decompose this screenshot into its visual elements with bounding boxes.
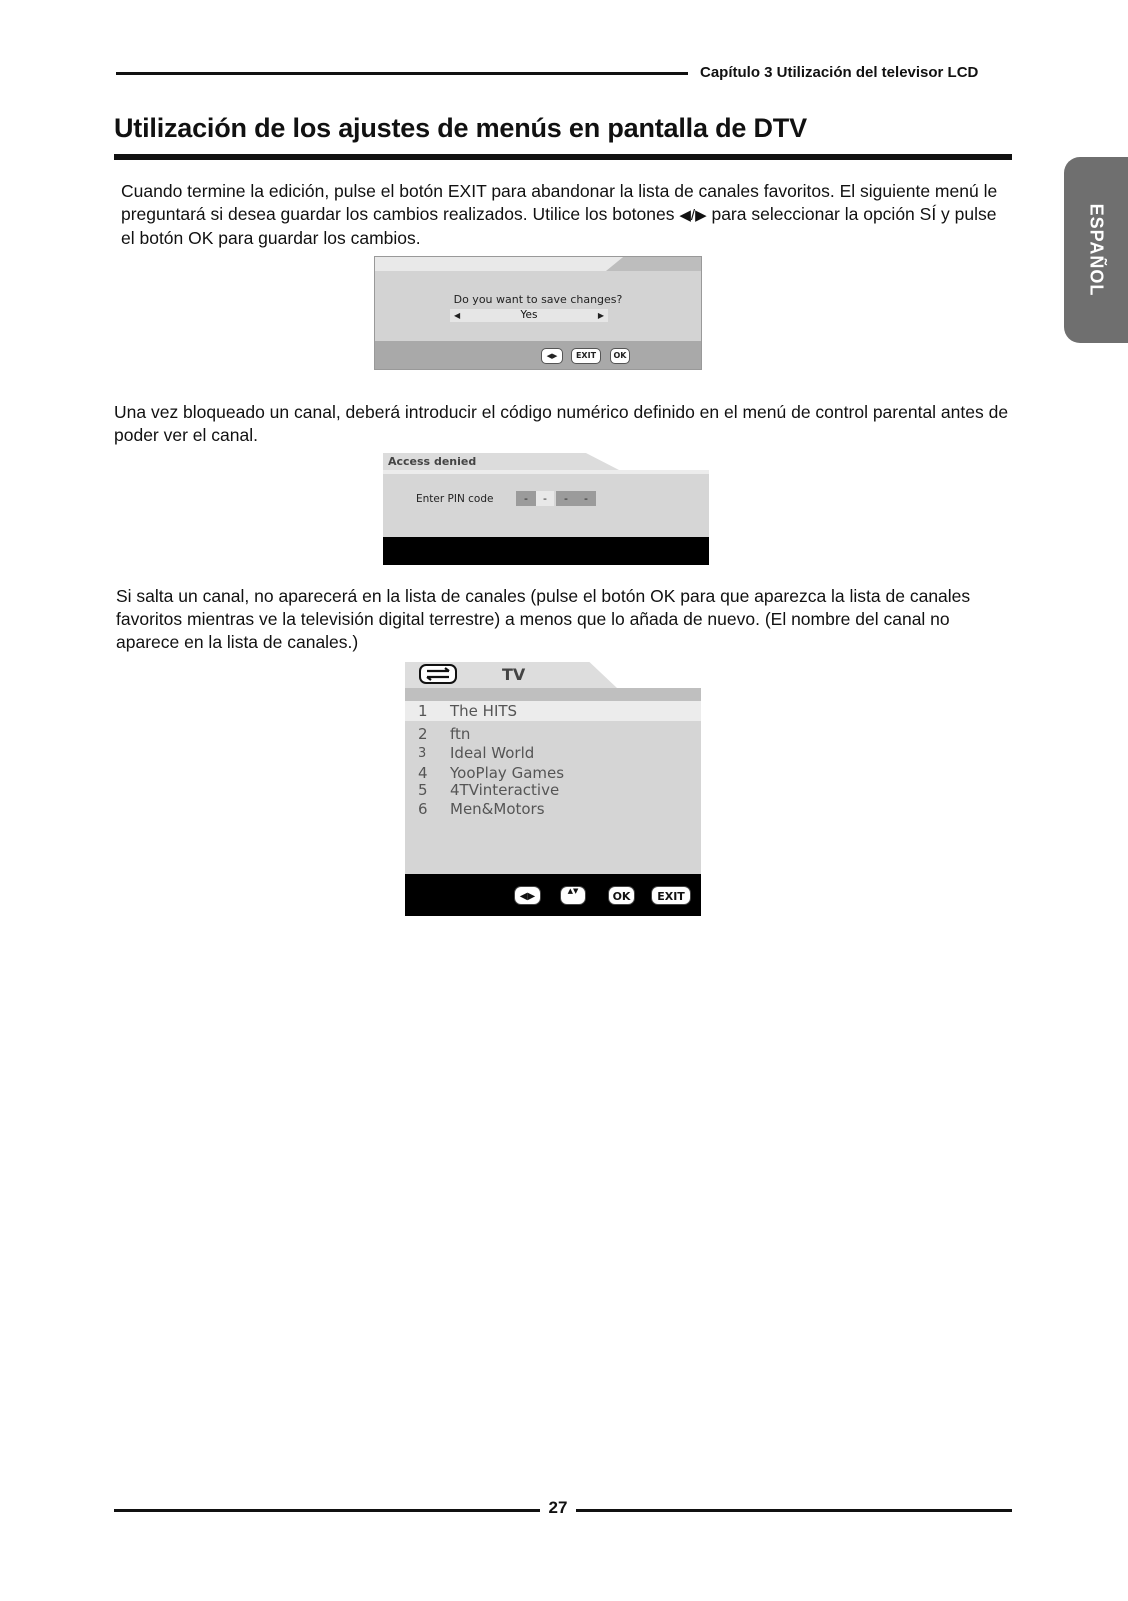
channel-name: ftn [450,724,471,743]
access-denied-title: Access denied [388,455,477,468]
channel-number: 1 [418,702,428,720]
pin-digit-3[interactable]: - [556,491,576,506]
tv-header [405,662,701,688]
paragraph-save-changes [121,180,1011,250]
channel-row[interactable] [405,780,701,799]
pin-digit-1[interactable]: - [516,491,536,506]
channel-row[interactable] [405,763,701,780]
ok-button[interactable]: OK [610,348,630,364]
pin-digit-4[interactable]: - [576,491,596,506]
channel-name: 4TVinteractive [450,780,560,799]
pin-label: Enter PIN code [416,493,494,505]
swap-arrows-icon [419,664,457,684]
selector-value: Yes [520,309,538,321]
channel-row[interactable] [405,743,701,763]
ok-button[interactable]: OK [608,886,635,905]
channel-number: 5 [418,780,428,799]
channel-name: YooPlay Games [450,763,565,782]
arrow-left-icon[interactable]: ◀ [454,311,461,320]
channel-name: Men&Motors [450,799,545,818]
tv-list-top-band [405,688,701,701]
channel-row[interactable] [405,701,701,721]
chapter-heading: Capítulo 3 Utilización del televisor LCD [700,64,979,81]
screen-button-bar [375,341,701,369]
up-down-arrows-icon: ▲▼ [567,887,579,895]
exit-button[interactable]: EXIT [571,348,601,364]
footer-rule [576,1509,1012,1512]
arrow-right-icon[interactable]: ▶ [597,311,604,320]
save-question: Do you want to save changes? [453,293,623,306]
language-tab-label: ESPAÑOL [1086,203,1107,297]
up-down-button[interactable] [560,886,586,905]
exit-button[interactable]: EXIT [651,886,691,905]
channel-row[interactable] [405,724,701,744]
channel-list [405,701,701,818]
left-right-arrows-icon: ◀/▶ [679,207,707,224]
yes-no-selector[interactable] [450,309,608,322]
paragraph-text: Cuando termine la edición, pulse el botón EXIT para abandonar la lista de canales favoritos. El siguiente menú le preguntará si desea guardar los cambios realizados. Utilice los botones [121,181,998,224]
screen-band [383,470,709,474]
save-changes-screen [374,256,702,370]
paragraph-text: para seleccionar la opción SÍ y pulse el botón OK para guardar los cambios. [121,204,997,248]
left-right-button[interactable]: ◀▶ [514,886,541,905]
header-rule [116,72,688,75]
page-number: 27 [548,1498,568,1517]
pin-digit-2[interactable]: - [536,491,554,506]
channel-number: 2 [418,724,428,743]
screen-title-bar [383,453,709,470]
tv-list-body [405,688,701,874]
channel-number: 3 [418,746,427,761]
tv-list-title: TV [502,665,526,684]
channel-row[interactable] [405,799,701,819]
channel-number: 6 [418,799,428,818]
screen-top-bar [375,257,701,271]
language-tab [1064,157,1128,343]
page-title: Utilización de los ajustes de menús en pantalla de DTV [114,113,807,143]
title-rule [114,154,1012,160]
channel-name: The HITS [450,702,518,720]
paragraph-skip-channel: Si salta un canal, no aparecerá en la lista de canales (pulse el botón OK para que aparezca la lista de canales favoritos mientras ve la televisión digital terrestre) a menos que lo añada de nuevo. (El nombre del canal no aparece en la lista de canales.) [116,586,971,652]
screen-button-bar [383,537,709,565]
screen-top-tab [606,257,701,271]
left-right-button[interactable]: ◀▶ [541,348,563,364]
footer-rule [114,1509,540,1512]
channel-number: 4 [418,763,428,782]
tv-channel-list-screen [405,662,701,916]
access-denied-screen [383,453,709,565]
channel-name: Ideal World [450,744,535,762]
tv-button-bar [405,874,701,916]
paragraph-access-denied: Una vez bloqueado un canal, deberá introducir el código numérico definido en el menú de control parental antes de poder ver el canal. [114,402,1009,445]
